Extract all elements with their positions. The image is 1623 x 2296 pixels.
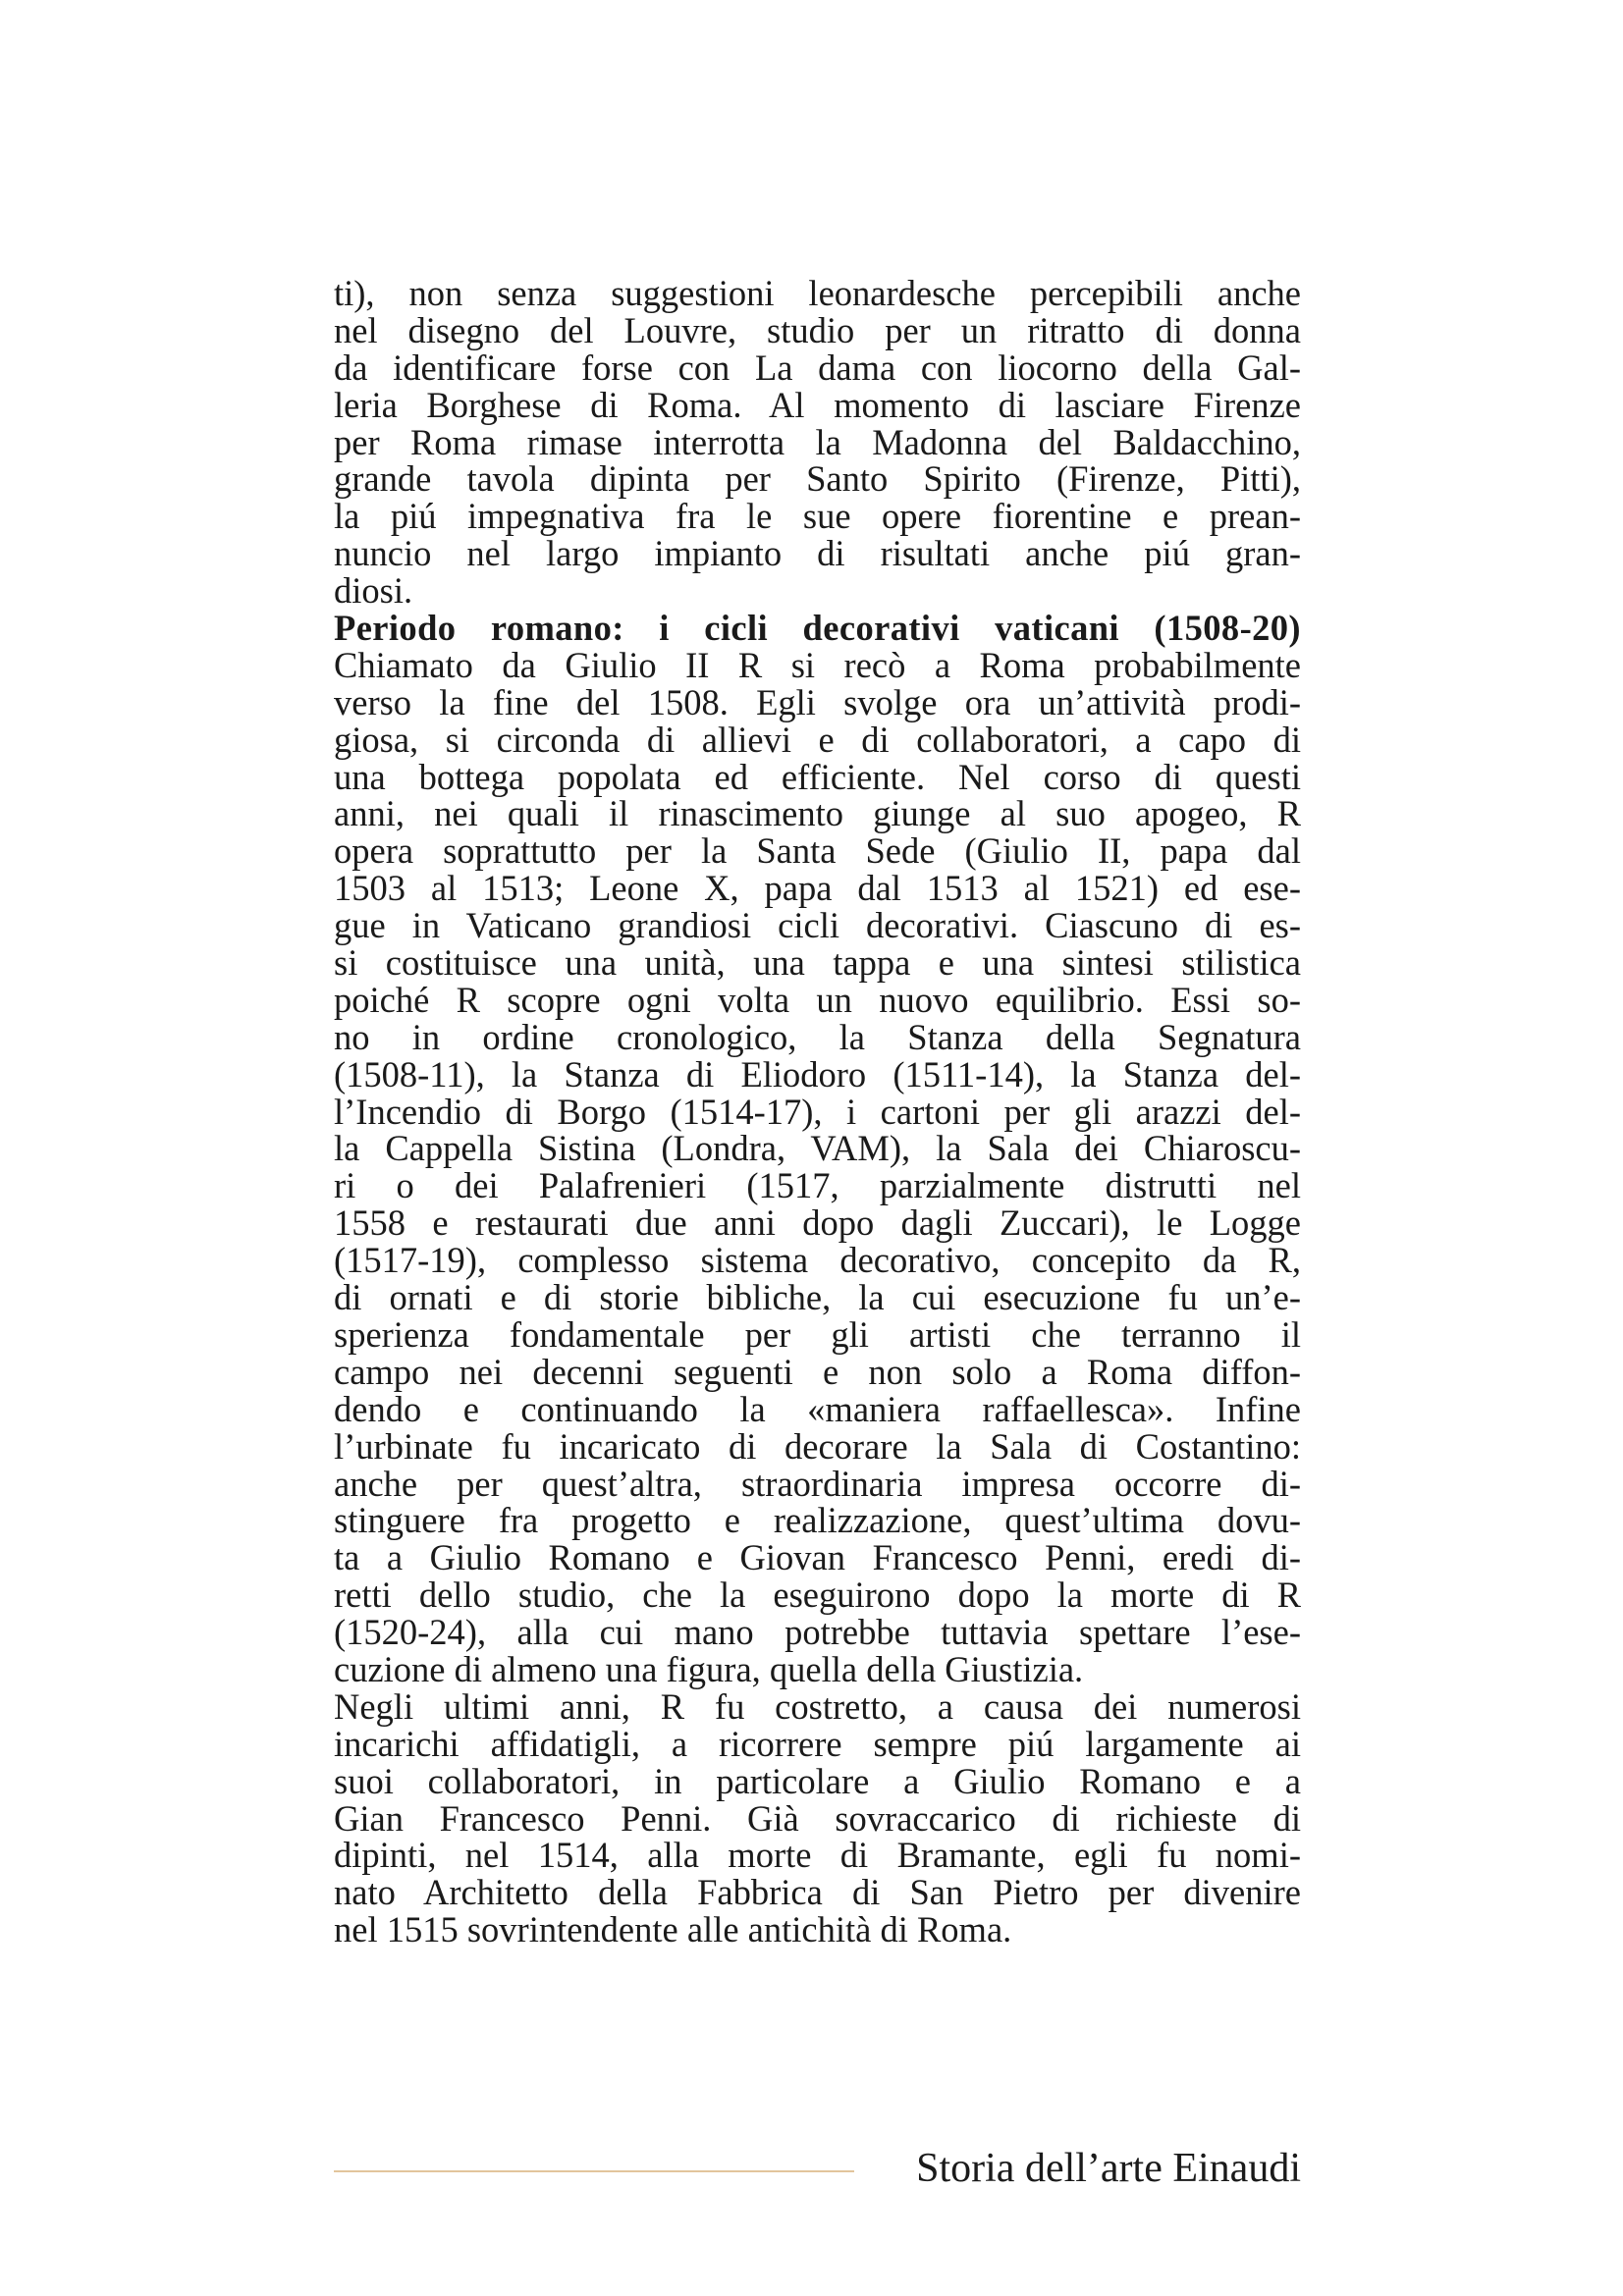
text-line: grande tavola dipinta per Santo Spirito (Firenze, Pitti), (334, 458, 1301, 500)
text-line: verso la fine del 1508. Egli svolge ora un’attività prodi- (334, 681, 1301, 722)
text-line: incarichi affidatigli, a ricorrere sempre piú largamente ai (334, 1723, 1301, 1764)
text-line: ta a Giulio Romano e Giovan Francesco Penni, eredi di- (334, 1537, 1301, 1578)
text-line: anche per quest’altra, straordinaria impresa occorre di- (334, 1463, 1301, 1504)
footer-rule (334, 2170, 854, 2172)
text-line: l’Incendio di Borgo (1514-17), i cartoni per gli arazzi del- (334, 1091, 1301, 1132)
text-line: ti), non senza suggestioni leonardesche percepibili anche (334, 273, 1301, 313)
footer-title: Storia dell’arte Einaudi (916, 2146, 1301, 2191)
text-line: (1520-24), alla cui mano potrebbe tuttavia spettare l’ese- (334, 1612, 1301, 1653)
text-line: leria Borghese di Roma. Al momento di lasciare Firenze (334, 384, 1301, 425)
text-line: stinguere fra progetto e realizzazione, quest’ultima dovu- (334, 1500, 1301, 1541)
text-line: per Roma rimase interrotta la Madonna del Baldacchino, (334, 421, 1301, 462)
text-line: cuzione di almeno una figura, quella della Giustizia. (334, 1648, 1084, 1689)
body-text (334, 275, 1301, 1949)
text-line: la Cappella Sistina (Londra, VAM), la Sala dei Chiaroscu- (334, 1128, 1301, 1169)
text-line: la piú impegnativa fra le sue opere fiorentine e prean- (334, 496, 1301, 537)
text-line: nel disegno del Louvre, studio per un ritratto di donna (334, 309, 1301, 350)
text-line: diosi. (334, 570, 413, 612)
text-line: nato Architetto della Fabbrica di San Pietro per divenire (334, 1872, 1301, 1913)
text-line: Chiamato da Giulio II R si recò a Roma probabilmente (334, 644, 1301, 685)
text-line: Negli ultimi anni, R fu costretto, a causa dei numerosi (334, 1685, 1301, 1727)
text-line: di ornati e di storie bibliche, la cui esecuzione fu un’e- (334, 1277, 1301, 1318)
text-line: 1558 e restaurati due anni dopo dagli Zuccari), le Logge (334, 1202, 1301, 1244)
section-heading: Periodo romano: i cicli decorativi vaticani (1508-20) (334, 608, 1301, 649)
text-line: nuncio nel largo impianto di risultati anche piú gran- (334, 533, 1301, 574)
text-line: (1517-19), complesso sistema decorativo, concepito da R, (334, 1240, 1301, 1281)
text-line: 1503 al 1513; Leone X, papa dal 1513 al 1521) ed ese- (334, 868, 1301, 909)
text-line: ri o dei Palafrenieri (1517, parzialmente distrutti nel (334, 1165, 1301, 1206)
text-line: anni, nei quali il rinascimento giunge al suo apogeo, R (334, 793, 1301, 834)
text-line: si costituisce una unità, una tappa e una sintesi stilistica (334, 942, 1301, 984)
text-line: opera soprattutto per la Santa Sede (Giulio II, papa dal (334, 830, 1301, 872)
text-line: sperienza fondamentale per gli artisti che terranno il (334, 1313, 1301, 1355)
text-line: una bottega popolata ed efficiente. Nel corso di questi (334, 756, 1301, 797)
text-line: campo nei decenni seguenti e non solo a Roma diffon- (334, 1351, 1301, 1392)
text-line: (1508-11), la Stanza di Eliodoro (1511-14), la Stanza del- (334, 1053, 1301, 1095)
text-line: Gian Francesco Penni. Già sovraccarico di richieste di (334, 1797, 1301, 1839)
text-line: poiché R scopre ogni volta un nuovo equilibrio. Essi so- (334, 979, 1301, 1020)
text-line: no in ordine cronologico, la Stanza della Segnatura (334, 1016, 1301, 1057)
text-line: l’urbinate fu incaricato di decorare la Sala di Costantino: (334, 1425, 1301, 1467)
text-line: dendo e continuando la «maniera raffaellesca». Infine (334, 1388, 1301, 1429)
text-line: dipinti, nel 1514, alla morte di Bramante, egli fu nomi- (334, 1835, 1301, 1876)
text-line: gue in Vaticano grandiosi cicli decorativi. Ciascuno di es- (334, 905, 1301, 946)
text-line: da identificare forse con La dama con liocorno della Gal- (334, 347, 1301, 388)
text-line: nel 1515 sovrintendente alle antichità di Roma. (334, 1909, 1012, 1950)
text-line: retti dello studio, che la eseguirono dopo la morte di R (334, 1575, 1301, 1616)
text-line: giosa, si circonda di allievi e di collaboratori, a capo di (334, 719, 1301, 760)
text-line: suoi collaboratori, in particolare a Giulio Romano e a (334, 1760, 1301, 1801)
